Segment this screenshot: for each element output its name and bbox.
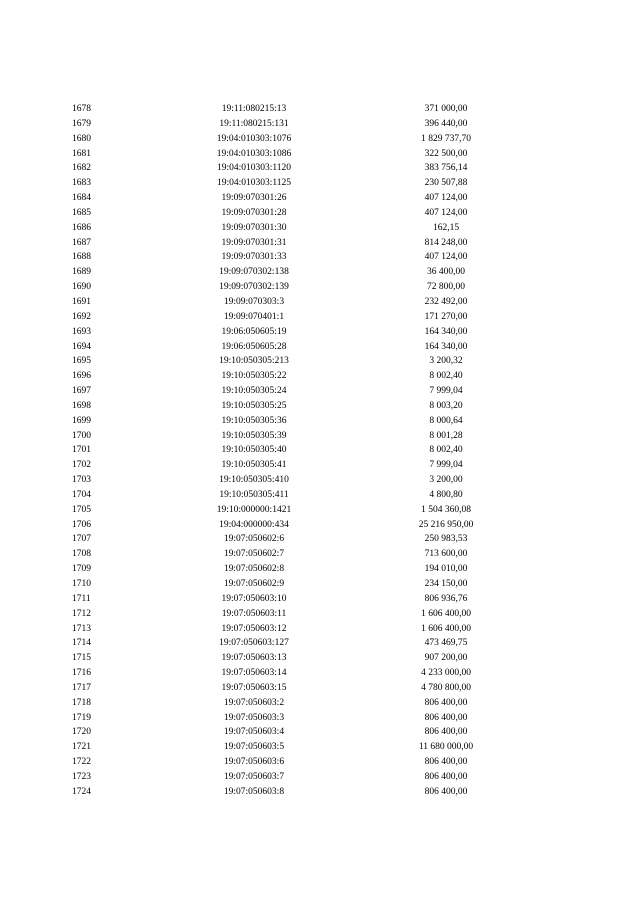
cadastral-number-cell: 19:07:050603:127	[219, 638, 289, 649]
cadastral-value-cell: 407 124,00	[424, 193, 468, 204]
cadastral-value-cell: 473 469,75	[424, 638, 468, 649]
table-row	[0, 399, 640, 414]
cadastral-number-cell: 19:10:050305:40	[221, 445, 287, 456]
table-row	[0, 458, 640, 473]
row-number-cell: 1721	[72, 742, 91, 753]
cadastral-value-cell: 806 936,76	[424, 593, 468, 604]
table-row	[0, 147, 640, 162]
cadastral-value-cell: 232 492,00	[424, 296, 468, 307]
cadastral-value-cell: 72 800,00	[427, 282, 465, 293]
row-number-cell: 1706	[72, 519, 91, 530]
cadastral-number-cell: 19:07:050603:8	[223, 786, 285, 797]
row-number-cell: 1711	[72, 593, 91, 604]
row-number-cell: 1678	[72, 104, 91, 114]
row-number-cell: 1696	[72, 371, 91, 382]
cadastral-value-cell: 162,15	[432, 222, 460, 233]
cadastral-value-cell: 806 400,00	[424, 727, 468, 738]
cadastral-value-cell: 11 680 000,00	[418, 742, 474, 753]
empty-cell	[526, 666, 640, 681]
row-number-cell: 1722	[72, 757, 91, 768]
table-row	[0, 265, 640, 280]
empty-cell	[526, 503, 640, 518]
table-row	[0, 206, 640, 221]
row-number-cell: 1692	[72, 311, 91, 322]
table-row	[0, 562, 640, 577]
empty-cell	[526, 102, 640, 117]
row-number-cell: 1682	[72, 163, 91, 174]
table-row	[0, 651, 640, 666]
empty-cell	[526, 740, 640, 755]
cadastral-number-cell: 19:09:070301:26	[221, 193, 287, 204]
empty-cell	[526, 117, 640, 132]
cadastral-value-cell: 322 500,00	[424, 148, 468, 159]
empty-cell	[526, 651, 640, 666]
cadastral-value-cell: 1 606 400,00	[421, 608, 471, 619]
empty-cell	[526, 221, 640, 236]
cadastral-number-cell: 19:09:070302:139	[219, 282, 289, 293]
cadastral-value-cell: 36 400,00	[427, 267, 465, 278]
empty-cell	[526, 636, 640, 651]
cadastral-value-cell: 8 000,64	[429, 415, 463, 426]
empty-cell	[526, 310, 640, 325]
cadastral-value-cell: 7 999,04	[429, 386, 463, 397]
cadastral-value-cell: 814 248,00	[424, 237, 468, 248]
row-number-cell: 1719	[72, 712, 91, 723]
cadastral-value-cell: 806 400,00	[424, 757, 468, 768]
cadastral-value-cell: 4 780 800,00	[421, 682, 471, 693]
table-row	[0, 725, 640, 740]
table-row	[0, 681, 640, 696]
row-number-cell: 1716	[72, 668, 91, 679]
table-row	[0, 429, 640, 444]
empty-cell	[526, 265, 640, 280]
cadastral-number-cell: 19:10:050305:410	[219, 475, 289, 486]
cadastral-value-cell: 3 200,32	[429, 356, 463, 367]
row-number-cell: 1683	[72, 178, 91, 189]
row-number-cell: 1689	[72, 267, 91, 278]
empty-cell	[526, 250, 640, 265]
empty-cell	[526, 532, 640, 547]
table-row	[0, 236, 640, 251]
table-body	[0, 102, 640, 800]
empty-cell	[526, 176, 640, 191]
row-number-cell: 1681	[72, 148, 91, 159]
empty-cell	[526, 622, 640, 637]
empty-cell	[526, 592, 640, 607]
table-row	[0, 607, 640, 622]
table-row	[0, 770, 640, 785]
table-row	[0, 414, 640, 429]
empty-cell	[526, 473, 640, 488]
table-row	[0, 740, 640, 755]
row-number-cell: 1709	[72, 564, 91, 575]
row-number-cell: 1712	[72, 608, 91, 619]
row-number-cell: 1684	[72, 193, 91, 204]
empty-cell	[526, 191, 640, 206]
empty-cell	[526, 325, 640, 340]
cadastral-value-cell: 806 400,00	[424, 771, 468, 782]
table-row	[0, 325, 640, 340]
row-number-cell: 1695	[72, 356, 91, 367]
empty-cell	[526, 147, 640, 162]
cadastral-number-cell: 19:10:050305:41	[221, 460, 287, 471]
cadastral-number-cell: 19:07:050603:14	[221, 668, 287, 679]
cadastral-number-cell: 19:07:050602:7	[223, 549, 285, 560]
empty-cell	[526, 206, 640, 221]
cadastral-value-cell: 25 216 950,00	[418, 519, 474, 530]
cadastral-value-cell: 230 507,88	[424, 178, 468, 189]
row-number-cell: 1713	[72, 623, 91, 634]
cadastral-number-cell: 19:10:050305:213	[219, 356, 289, 367]
row-number-cell: 1693	[72, 326, 91, 337]
cadastral-value-cell: 713 600,00	[424, 549, 468, 560]
empty-cell	[526, 132, 640, 147]
table-row	[0, 295, 640, 310]
table-row	[0, 191, 640, 206]
cadastral-number-cell: 19:09:070301:28	[221, 207, 287, 218]
cadastral-number-cell: 19:07:050603:10	[221, 593, 287, 604]
empty-cell	[526, 607, 640, 622]
cadastral-value-cell: 8 001,28	[429, 430, 463, 441]
row-number-cell: 1699	[72, 415, 91, 426]
row-number-cell: 1680	[72, 133, 91, 144]
table-row	[0, 488, 640, 503]
empty-cell	[526, 755, 640, 770]
cadastral-number-cell: 19:10:050305:39	[221, 430, 287, 441]
cadastral-number-cell: 19:07:050603:5	[223, 742, 285, 753]
row-number-cell: 1704	[72, 489, 91, 500]
row-number-cell: 1718	[72, 697, 91, 708]
cadastral-value-cell: 8 002,40	[429, 371, 463, 382]
cadastral-number-cell: 19:07:050603:7	[223, 771, 285, 782]
row-number-cell: 1700	[72, 430, 91, 441]
table-row	[0, 250, 640, 265]
row-number-cell: 1720	[72, 727, 91, 738]
cadastral-value-cell: 171 270,00	[424, 311, 468, 322]
cadastral-number-cell: 19:04:010303:1076	[216, 133, 292, 144]
table-row	[0, 473, 640, 488]
empty-cell	[526, 562, 640, 577]
empty-cell	[526, 369, 640, 384]
row-number-cell: 1690	[72, 282, 91, 293]
table-row	[0, 785, 640, 800]
cadastral-value-cell: 164 340,00	[424, 341, 468, 352]
row-number-cell: 1688	[72, 252, 91, 263]
empty-cell	[526, 295, 640, 310]
row-number-cell: 1703	[72, 475, 91, 486]
table-row	[0, 666, 640, 681]
table-row	[0, 221, 640, 236]
cadastral-value-cell: 8 003,20	[429, 400, 463, 411]
cadastral-value-cell: 396 440,00	[424, 118, 468, 129]
empty-cell	[526, 785, 640, 800]
cadastral-value-cell: 407 124,00	[424, 252, 468, 263]
empty-cell	[526, 518, 640, 533]
row-number-cell: 1715	[72, 653, 91, 664]
table-row	[0, 696, 640, 711]
cadastral-number-cell: 19:10:050305:24	[221, 386, 287, 397]
cadastral-value-cell: 1 606 400,00	[421, 623, 471, 634]
row-number-cell: 1702	[72, 460, 91, 471]
cadastral-value-cell: 8 002,40	[429, 445, 463, 456]
empty-cell	[526, 458, 640, 473]
empty-cell	[526, 488, 640, 503]
table-row	[0, 132, 640, 147]
cadastral-number-cell: 19:09:070302:138	[219, 267, 289, 278]
table-row	[0, 310, 640, 325]
empty-cell	[526, 770, 640, 785]
table-row	[0, 547, 640, 562]
row-number-cell: 1691	[72, 296, 91, 307]
table-row	[0, 176, 640, 191]
table-row	[0, 340, 640, 355]
cadastral-value-cell: 1 504 360,08	[421, 504, 471, 515]
table-row	[0, 369, 640, 384]
table-row	[0, 711, 640, 726]
empty-cell	[526, 577, 640, 592]
cadastral-value-cell: 4 233 000,00	[421, 668, 471, 679]
table-row	[0, 161, 640, 176]
cadastral-value-cell: 806 400,00	[424, 786, 468, 797]
cadastral-number-cell: 19:04:010303:1120	[216, 163, 292, 174]
empty-cell	[526, 725, 640, 740]
empty-cell	[526, 696, 640, 711]
cadastral-value-cell: 194 010,00	[424, 564, 468, 575]
cadastral-number-cell: 19:07:050603:4	[223, 727, 285, 738]
empty-cell	[526, 681, 640, 696]
row-number-cell: 1708	[72, 549, 91, 560]
table-row	[0, 443, 640, 458]
empty-cell	[526, 429, 640, 444]
table-row	[0, 755, 640, 770]
cadastral-number-cell: 19:10:000000:1421	[216, 504, 292, 515]
cadastral-number-cell: 19:04:010303:1086	[216, 148, 292, 159]
cadastral-value-cell: 371 000,00	[424, 104, 468, 114]
table-row	[0, 384, 640, 399]
row-number-cell: 1685	[72, 207, 91, 218]
row-number-cell: 1710	[72, 579, 91, 589]
row-number-cell: 1686	[72, 222, 91, 233]
row-number-cell: 1701	[72, 445, 91, 456]
cadastral-number-cell: 19:09:070301:30	[221, 222, 287, 233]
empty-cell	[526, 711, 640, 726]
cadastral-number-cell: 19:04:010303:1125	[216, 178, 292, 189]
row-number-cell: 1707	[72, 534, 91, 545]
empty-cell	[526, 399, 640, 414]
cadastral-value-cell: 806 400,00	[424, 697, 468, 708]
row-number-cell: 1698	[72, 400, 91, 411]
cadastral-value-cell: 4 800,80	[429, 489, 463, 500]
cadastral-value-cell: 234 150,00	[424, 579, 468, 589]
cadastral-value-cell: 383 756,14	[424, 163, 468, 174]
cadastral-number-cell: 19:06:050605:28	[221, 341, 287, 352]
row-number-cell: 1717	[72, 682, 91, 693]
cadastral-number-cell: 19:04:000000:434	[219, 519, 289, 530]
empty-cell	[526, 236, 640, 251]
row-number-cell: 1723	[72, 771, 91, 782]
table-row	[0, 117, 640, 132]
row-number-cell: 1705	[72, 504, 91, 515]
row-number-cell: 1694	[72, 341, 91, 352]
cadastral-number-cell: 19:07:050603:15	[221, 682, 287, 693]
row-number-cell: 1697	[72, 386, 91, 397]
cadastral-value-table	[0, 102, 640, 800]
table-row	[0, 280, 640, 295]
empty-cell	[526, 340, 640, 355]
cadastral-number-cell: 19:11:080215:131	[219, 118, 289, 129]
cadastral-number-cell: 19:07:050603:2	[223, 697, 285, 708]
table-row	[0, 518, 640, 533]
table-row	[0, 592, 640, 607]
cadastral-number-cell: 19:07:050602:6	[223, 534, 285, 545]
cadastral-value-cell: 1 829 737,70	[421, 133, 471, 144]
cadastral-number-cell: 19:10:050305:36	[221, 415, 287, 426]
empty-cell	[526, 280, 640, 295]
cadastral-number-cell: 19:07:050603:6	[223, 757, 285, 768]
table-row	[0, 503, 640, 518]
empty-cell	[526, 384, 640, 399]
table-row	[0, 577, 640, 592]
cadastral-number-cell: 19:07:050603:11	[221, 608, 287, 619]
cadastral-number-cell: 19:09:070301:31	[221, 237, 287, 248]
cadastral-number-cell: 19:07:050603:13	[221, 653, 287, 664]
empty-cell	[526, 414, 640, 429]
cadastral-number-cell: 19:09:070303:3	[223, 296, 285, 307]
cadastral-number-cell: 19:07:050602:9	[223, 579, 285, 589]
cadastral-value-cell: 3 200,00	[429, 475, 463, 486]
cadastral-number-cell: 19:07:050603:12	[221, 623, 287, 634]
cadastral-number-cell: 19:07:050603:3	[223, 712, 285, 723]
cadastral-value-cell: 907 200,00	[424, 653, 468, 664]
row-number-cell: 1714	[72, 638, 91, 649]
empty-cell	[526, 354, 640, 369]
empty-cell	[526, 547, 640, 562]
cadastral-number-cell: 19:06:050605:19	[221, 326, 287, 337]
cadastral-number-cell: 19:11:080215:13	[221, 104, 287, 114]
cadastral-value-cell: 7 999,04	[429, 460, 463, 471]
cadastral-number-cell: 19:07:050602:8	[223, 564, 285, 575]
cadastral-value-cell: 164 340,00	[424, 326, 468, 337]
cadastral-number-cell: 19:10:050305:25	[221, 400, 287, 411]
empty-cell	[526, 443, 640, 458]
table-row	[0, 102, 640, 117]
cadastral-number-cell: 19:09:070401:1	[223, 311, 285, 322]
table-row	[0, 532, 640, 547]
cadastral-value-cell: 806 400,00	[424, 712, 468, 723]
cadastral-number-cell: 19:10:050305:411	[219, 489, 289, 500]
row-number-cell: 1724	[72, 786, 91, 797]
cadastral-value-cell: 407 124,00	[424, 207, 468, 218]
table-row	[0, 622, 640, 637]
row-number-cell: 1687	[72, 237, 91, 248]
empty-cell	[526, 161, 640, 176]
table-row	[0, 636, 640, 651]
row-number-cell: 1679	[72, 118, 91, 129]
table-row	[0, 354, 640, 369]
cadastral-number-cell: 19:10:050305:22	[221, 371, 287, 382]
cadastral-number-cell: 19:09:070301:33	[221, 252, 287, 263]
cadastral-value-cell: 250 983,53	[424, 534, 468, 545]
